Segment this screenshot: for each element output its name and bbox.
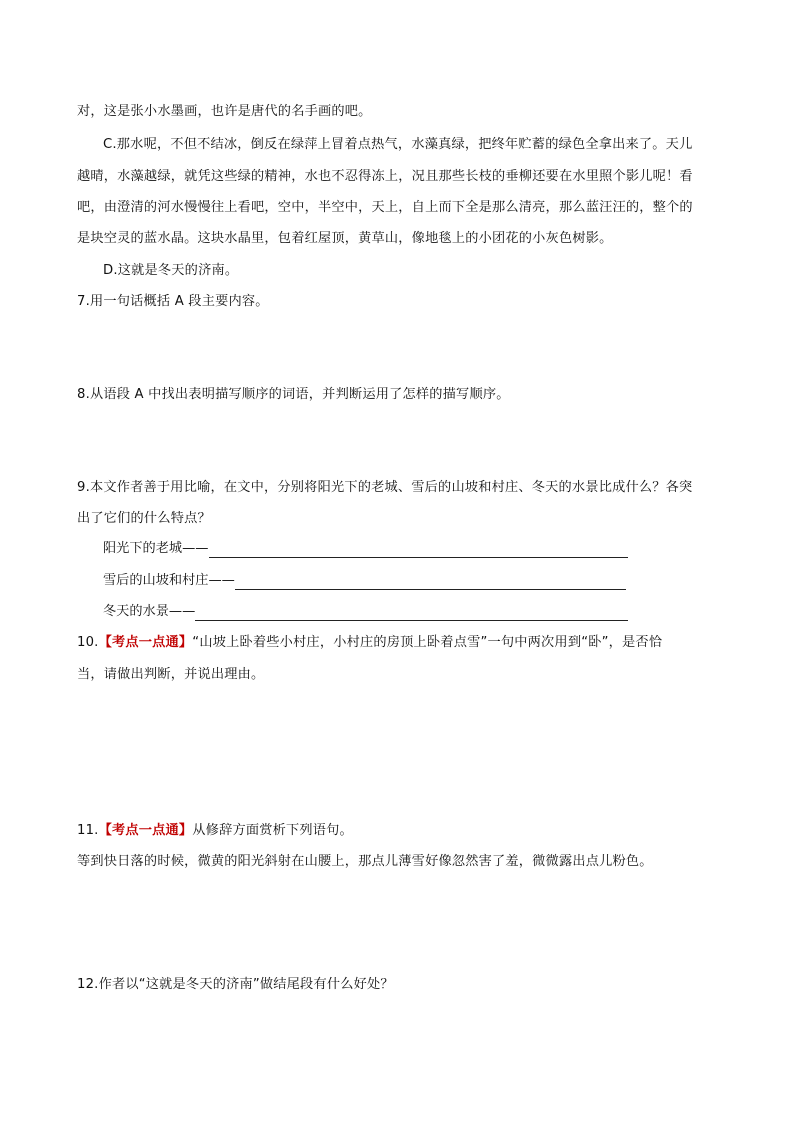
question-10-line-1: [77, 634, 662, 652]
question-11-number: 11.: [77, 823, 99, 838]
answer-label-hillside-village: 雪后的山坡和村庄——: [103, 573, 235, 588]
question-11-text: 从修辞方面赏析下列语句。: [192, 823, 353, 838]
question-11-tag: 【考点一点通】: [98, 823, 193, 838]
question-7: 7.用一句话概括 A 段主要内容。: [77, 294, 269, 309]
answer-blank-hillside-village[interactable]: [235, 575, 626, 590]
passage-line-1: 对，这是张小水墨画，也许是唐代的名手画的吧。: [77, 104, 372, 119]
answer-label-winter-water: 冬天的水景——: [103, 604, 196, 619]
passage-line-6: D.这就是冬天的济南。: [103, 263, 239, 278]
passage-line-3: 越晴，水藻越绿，就凭这些绿的精神，水也不忍得冻上，况且那些长枝的垂柳还要在水里照个影儿呢！看: [77, 169, 693, 184]
answer-blank-old-city[interactable]: [209, 543, 628, 558]
question-12: 12.作者以“这就是冬天的济南”做结尾段有什么好处？: [77, 977, 394, 992]
question-8: 8.从语段 A 中找出表明描写顺序的词语，并判断运用了怎样的描写顺序。: [77, 387, 510, 402]
question-10-tag: 【考点一点通】: [98, 635, 193, 650]
question-10-line-2: 当，请做出判断，并说出理由。: [77, 667, 265, 682]
passage-line-2: C.那水呢，不但不结冰，倒反在绿萍上冒着点热气，水藻真绿，把终年贮蓄的绿色全拿出来了。天儿: [103, 137, 693, 152]
passage-line-4: 吧，由澄清的河水慢慢往上看吧，空中，半空中，天上，自上而下全是那么清亮，那么蓝汪汪的，整个的: [77, 200, 693, 215]
answer-row-winter-water: [103, 603, 628, 621]
passage-line-5: 是块空灵的蓝水晶。这块水晶里，包着红屋顶，黄草山，像地毯上的小团花的小灰色树影。: [77, 231, 613, 246]
answer-label-old-city: 阳光下的老城——: [103, 541, 209, 556]
question-11-line-1: [77, 822, 353, 840]
question-9-line-2: 出了它们的什么特点？: [77, 511, 211, 526]
question-10-number: 10.: [77, 635, 99, 650]
answer-blank-winter-water[interactable]: [195, 606, 628, 621]
answer-row-old-city: [103, 540, 628, 558]
question-11-line-2: 等到快日落的时候，微黄的阳光斜射在山腰上，那点儿薄雪好像忽然害了羞，微微露出点儿粉色。: [77, 854, 653, 869]
question-9-line-1: 9.本文作者善于用比喻，在文中，分别将阳光下的老城、雪后的山坡和村庄、冬天的水景比成什么？各突: [77, 480, 693, 495]
answer-row-hillside-village: [103, 572, 626, 590]
question-10-text: “山坡上卧着些小村庄，小村庄的房顶上卧着点雪”一句中两次用到“卧”，是否恰: [192, 635, 663, 650]
